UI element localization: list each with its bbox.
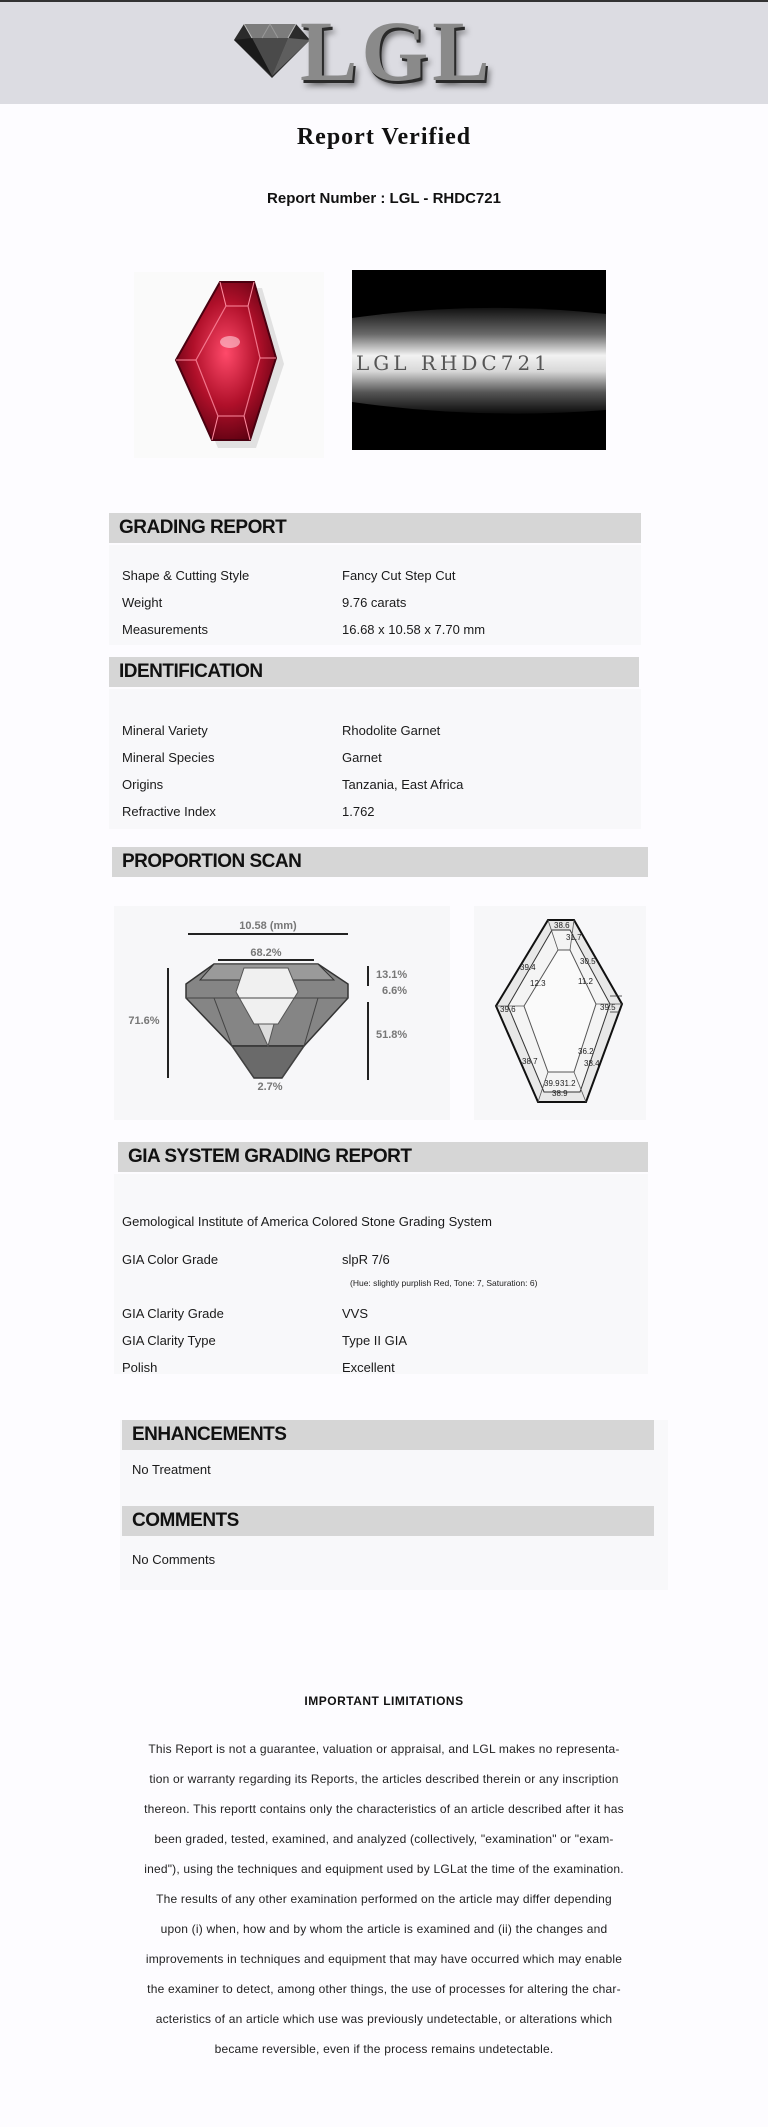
culet-label: 2.7% <box>257 1081 283 1093</box>
limitations-line: ined"), using the techniques and equipment used by LGLat the time of the examination. <box>144 1862 624 1876</box>
row-label: Origins <box>122 777 164 792</box>
limitations-line: thereon. This reportt contains only the characteristics of an article described after it has <box>144 1802 624 1816</box>
crown-height-label: 13.1% <box>376 969 408 981</box>
limitations-line: been graded, tested, examined, and analyzed (collectively, "examination" or "exam- <box>154 1832 614 1846</box>
row-value: Garnet <box>342 750 382 765</box>
top-value: 38.4 <box>584 1059 600 1068</box>
top-value: 38.6 <box>554 921 570 930</box>
limitations-line: This Report is not a guarantee, valuation or appraisal, and LGL makes no representa- <box>148 1742 620 1756</box>
row-value: 1.762 <box>342 804 375 819</box>
inscription-photo <box>352 270 606 450</box>
row-value: 9.76 carats <box>342 595 407 610</box>
limitations-line: tion or warranty regarding its Reports, the articles described therein or any inscription <box>149 1772 619 1786</box>
side-profile-diagram <box>114 906 450 1120</box>
row-value: Type II GIA <box>342 1333 408 1348</box>
limitations-line: improvements in techniques and equipment that may have occurred which may enable <box>145 1952 623 1966</box>
limitations-line: acteristics of an article which use was previously undetectable, or alterations which <box>155 2012 613 2026</box>
gemstone-photo <box>134 272 324 458</box>
top-value: 11.2 <box>578 977 593 986</box>
identification-heading: IDENTIFICATION <box>109 657 639 687</box>
row-value: VVS <box>342 1306 369 1321</box>
row-value: Fancy Cut Step Cut <box>342 568 456 583</box>
row-label: Mineral Species <box>122 750 215 765</box>
gia-grading-heading: GIA SYSTEM GRADING REPORT <box>118 1142 648 1172</box>
row-label: Shape & Cutting Style <box>122 568 250 583</box>
top-value: 36.2 <box>578 1047 594 1056</box>
page-title: Report Verified <box>296 124 472 150</box>
row-value: Excellent <box>342 1360 395 1375</box>
limitations-line: the examiner to detect, among other things, the use of processes for altering the char- <box>147 1982 621 1996</box>
row-value: slpR 7/6 <box>342 1252 390 1267</box>
row-label: Mineral Variety <box>122 723 208 738</box>
enhancements-heading: ENHANCEMENTS <box>122 1420 654 1450</box>
row-label: GIA Color Grade <box>122 1252 219 1267</box>
row-value: Rhodolite Garnet <box>342 723 441 738</box>
report-number: Report Number : LGL - RHDC721 <box>267 190 501 207</box>
limitations-heading: IMPORTANT LIMITATIONS <box>304 1694 464 1708</box>
limitations-line: became reversible, even if the process remains undetectable. <box>214 2042 554 2056</box>
logo-wordmark: LGL <box>300 3 494 99</box>
inscription-text: LGL RHDC721 <box>356 351 551 375</box>
row-label: GIA Clarity Type <box>122 1333 216 1348</box>
top-value: 38.9 <box>552 1089 568 1098</box>
top-value: 39.6 <box>500 1005 516 1014</box>
limitations-line: The results of any other examination performed on the article may differ depending <box>156 1892 612 1906</box>
width-label: 10.58 (mm) <box>239 920 297 932</box>
proportion-scan-heading: PROPORTION SCAN <box>112 847 648 877</box>
grading-report-heading: GRADING REPORT <box>109 513 641 543</box>
table-label: 68.2% <box>250 947 282 959</box>
girdle-label: 6.6% <box>382 985 408 997</box>
comments-text: No Comments <box>132 1552 216 1567</box>
row-label: Refractive Index <box>122 804 216 819</box>
row-label: Polish <box>122 1360 158 1375</box>
row-value: Tanzania, East Africa <box>342 777 464 792</box>
pavilion-depth-label: 51.8% <box>376 1029 408 1041</box>
row-label: Measurements <box>122 622 208 637</box>
enhancements-text: No Treatment <box>132 1462 211 1477</box>
comments-heading: COMMENTS <box>122 1506 654 1536</box>
limitations-text <box>118 1734 650 2064</box>
limitations-line: upon (i) when, how and by whom the article is examined and (ii) the changes and <box>160 1922 608 1936</box>
row-label: Weight <box>122 595 163 610</box>
row-label: GIA Clarity Grade <box>122 1306 224 1321</box>
top-value: 31.7 <box>566 933 582 942</box>
row-value: 16.68 x 10.58 x 7.70 mm <box>342 622 486 637</box>
color-grade-note: (Hue: slightly purplish Red, Tone: 7, Saturation: 6) <box>350 1278 538 1288</box>
total-depth-label: 71.6% <box>128 1015 160 1027</box>
top-value: 39.9 <box>544 1079 560 1088</box>
top-value: 39.4 <box>520 963 536 972</box>
top-value: 39.5 <box>600 1003 616 1012</box>
top-value: 12.3 <box>530 979 546 988</box>
top-value: 38.7 <box>522 1057 538 1066</box>
top-view-diagram <box>474 906 646 1120</box>
gia-intro: Gemological Institute of America Colored Stone Grading System <box>122 1214 492 1229</box>
top-value: 30.5 <box>580 957 596 966</box>
top-value: 31.2 <box>560 1079 576 1088</box>
